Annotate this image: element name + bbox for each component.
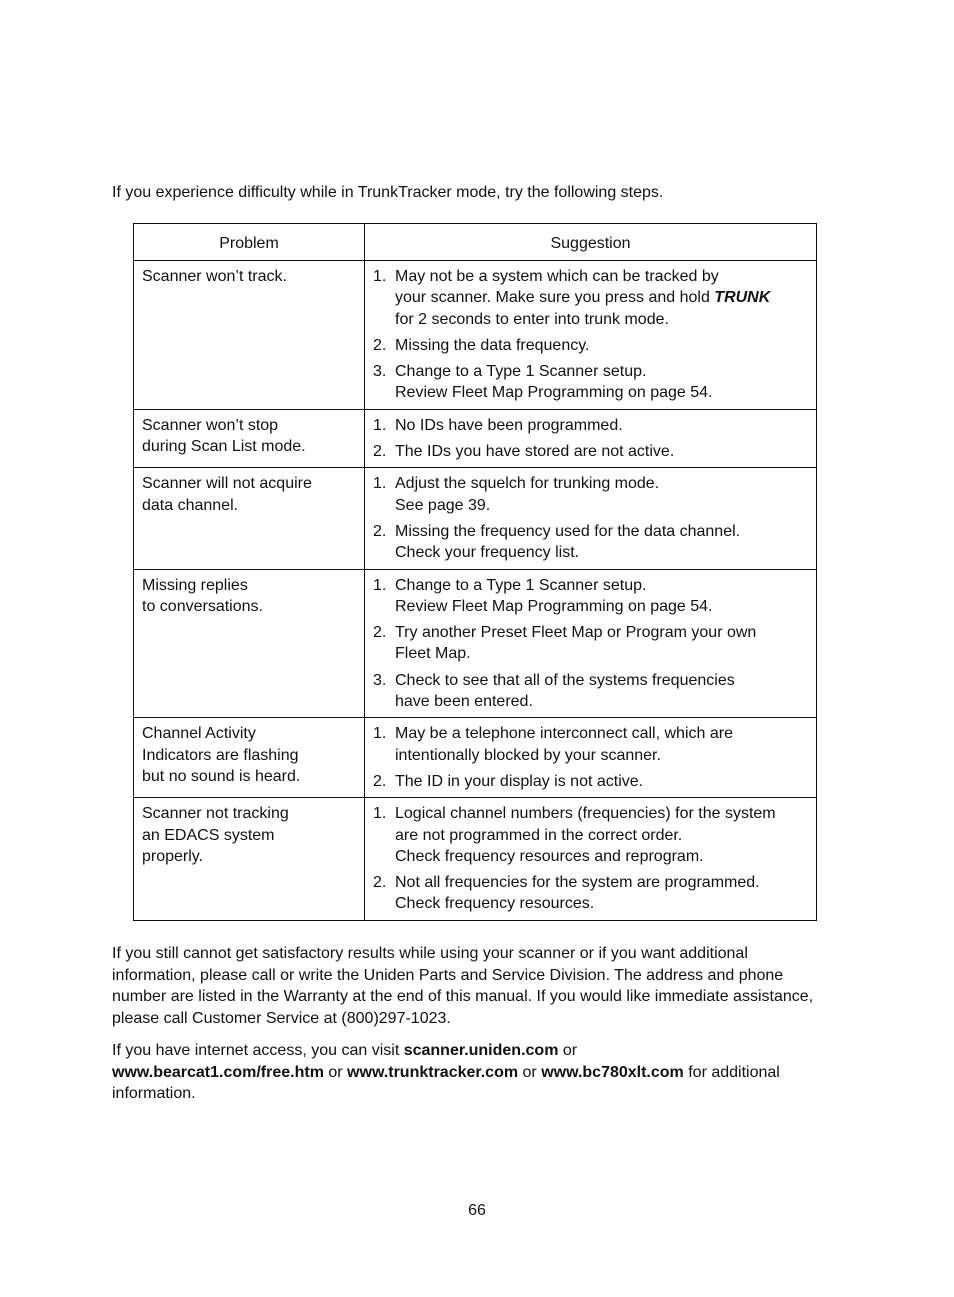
suggestion-cell xyxy=(365,261,817,410)
suggestion-column-header: Suggestion xyxy=(365,224,817,261)
suggestion-number: 1. xyxy=(373,475,387,493)
link-bearcat1[interactable]: www.bearcat1.com/free.htm xyxy=(112,1063,324,1081)
suggestion-text-part: Logical channel numbers (frequencies) for the system are not programmed in the correct order. Check frequency resources and reprogram. xyxy=(395,805,776,865)
suggestion-cell xyxy=(365,569,817,718)
suggestion-text xyxy=(395,723,808,766)
suggestion-text xyxy=(395,361,808,404)
problem-cell: Channel Activity Indicators are flashing but no sound is heard. xyxy=(134,718,365,798)
suggestion-list xyxy=(373,473,808,563)
table-row xyxy=(134,409,817,468)
suggestion-text xyxy=(395,803,808,867)
intro-text: If you experience difficulty while in TrunkTracker mode, try the following steps. xyxy=(112,184,664,201)
suggestion-text-part: Check to see that all of the systems frequencies have been entered. xyxy=(395,671,735,711)
suggestion-text xyxy=(395,771,808,792)
suggestion-item xyxy=(373,521,808,564)
table-row xyxy=(134,569,817,718)
suggestion-text xyxy=(395,266,808,330)
table-row xyxy=(134,261,817,410)
suggestion-item xyxy=(373,575,808,618)
suggestion-item xyxy=(373,670,808,713)
suggestion-number: 2. xyxy=(373,336,387,354)
suggestion-item xyxy=(373,803,808,867)
suggestion-text xyxy=(395,521,808,564)
suggestion-item xyxy=(373,872,808,915)
problem-column-header: Problem xyxy=(134,224,365,261)
suggestion-list xyxy=(373,415,808,463)
suggestion-text xyxy=(395,670,808,713)
problem-cell: Scanner not tracking an EDACS system properly. xyxy=(134,798,365,920)
suggestion-item xyxy=(373,473,808,516)
suggestion-text-part: Missing the frequency used for the data channel. Check your frequency list. xyxy=(395,522,741,562)
suggestion-text-part: for 2 seconds to enter into trunk mode. xyxy=(395,310,669,328)
internet-tail: for additional information. xyxy=(112,1063,780,1102)
suggestion-text-part: The IDs you have stored are not active. xyxy=(395,443,675,461)
suggestion-text xyxy=(395,575,808,618)
suggestion-text-part: Change to a Type 1 Scanner setup. Review Fleet Map Programming on page 54. xyxy=(395,363,713,402)
suggestion-text-part: May be a telephone interconnect call, which are intentionally blocked by your scanner. xyxy=(395,725,733,764)
table-header-row xyxy=(134,224,817,261)
table-row xyxy=(134,468,817,569)
suggestion-number: 3. xyxy=(373,671,387,689)
suggestion-text xyxy=(395,335,808,356)
suggestion-number: 3. xyxy=(373,363,387,381)
problem-cell: Scanner will not acquire data channel. xyxy=(134,468,365,569)
suggestion-text xyxy=(395,622,808,665)
suggestion-text xyxy=(395,473,808,516)
suggestion-item xyxy=(373,622,808,665)
internet-or: or xyxy=(558,1042,578,1059)
link-bc780xlt[interactable]: www.bc780xlt.com xyxy=(541,1063,684,1081)
suggestion-number: 2. xyxy=(373,624,387,642)
suggestion-text-part: Adjust the squelch for trunking mode. See page 39. xyxy=(395,475,660,514)
suggestion-number: 2. xyxy=(373,772,387,790)
suggestion-number: 1. xyxy=(373,268,387,285)
problem-cell: Scanner won’t track. xyxy=(134,261,365,410)
suggestion-text xyxy=(395,872,808,915)
suggestion-item xyxy=(373,266,808,330)
problem-cell: Missing replies to conversations. xyxy=(134,569,365,718)
link-trunktracker[interactable]: www.trunktracker.com xyxy=(347,1063,519,1081)
link-scanner-uniden[interactable]: scanner.uniden.com xyxy=(403,1042,559,1059)
suggestion-cell xyxy=(365,798,817,920)
suggestion-text-part: The ID in your display is not active. xyxy=(395,772,644,790)
suggestion-number: 2. xyxy=(373,874,387,892)
suggestion-text-part: May not be a system which can be tracked by your scanner. Make sure you press and hold xyxy=(395,268,719,307)
suggestion-cell xyxy=(365,718,817,798)
internet-or: or xyxy=(323,1063,348,1081)
table-row xyxy=(134,718,817,798)
suggestion-list xyxy=(373,723,808,792)
suggestion-number: 2. xyxy=(373,443,387,461)
suggestion-item xyxy=(373,441,808,462)
trunk-key-label: TRUNK xyxy=(714,289,771,307)
troubleshooting-table xyxy=(133,223,817,921)
suggestion-text xyxy=(395,415,808,436)
suggestion-item xyxy=(373,771,808,792)
support-paragraph: If you still cannot get satisfactory results while using your scanner or if you want additional information, please call or write the Uniden Parts and Service Division. The address and phone number are listed in the Warranty at the end of this manual. If you would like immediate assistance, please call Customer Service at (800)297-1023. xyxy=(112,945,814,1027)
internet-lead: If you have internet access, you can visit xyxy=(112,1042,404,1059)
suggestion-text-part: Missing the data frequency. xyxy=(395,336,590,354)
suggestion-text-part: Change to a Type 1 Scanner setup. Review Fleet Map Programming on page 54. xyxy=(395,576,713,615)
suggestion-cell xyxy=(365,468,817,569)
table-body xyxy=(134,261,817,921)
suggestion-number: 2. xyxy=(373,522,387,540)
suggestion-text-part: No IDs have been programmed. xyxy=(395,416,623,434)
internet-paragraph xyxy=(112,1040,832,1105)
suggestion-list xyxy=(373,803,808,914)
suggestion-item xyxy=(373,415,808,436)
suggestion-list xyxy=(373,266,808,404)
suggestion-item xyxy=(373,361,808,404)
page-number: 66 xyxy=(468,1202,486,1219)
suggestion-text xyxy=(395,441,808,462)
suggestion-number: 1. xyxy=(373,725,387,743)
suggestion-list xyxy=(373,575,808,713)
suggestion-cell xyxy=(365,409,817,468)
suggestion-text-part: Try another Preset Fleet Map or Program your own Fleet Map. xyxy=(395,624,757,663)
suggestion-number: 1. xyxy=(373,416,387,434)
suggestion-number: 1. xyxy=(373,576,387,594)
table-row xyxy=(134,798,817,920)
suggestion-number: 1. xyxy=(373,805,387,823)
suggestion-text-part: Not all frequencies for the system are programmed. Check frequency resources. xyxy=(395,874,760,913)
internet-or: or xyxy=(518,1063,542,1081)
suggestion-item xyxy=(373,335,808,356)
suggestion-item xyxy=(373,723,808,766)
problem-cell: Scanner won’t stop during Scan List mode. xyxy=(134,409,365,468)
